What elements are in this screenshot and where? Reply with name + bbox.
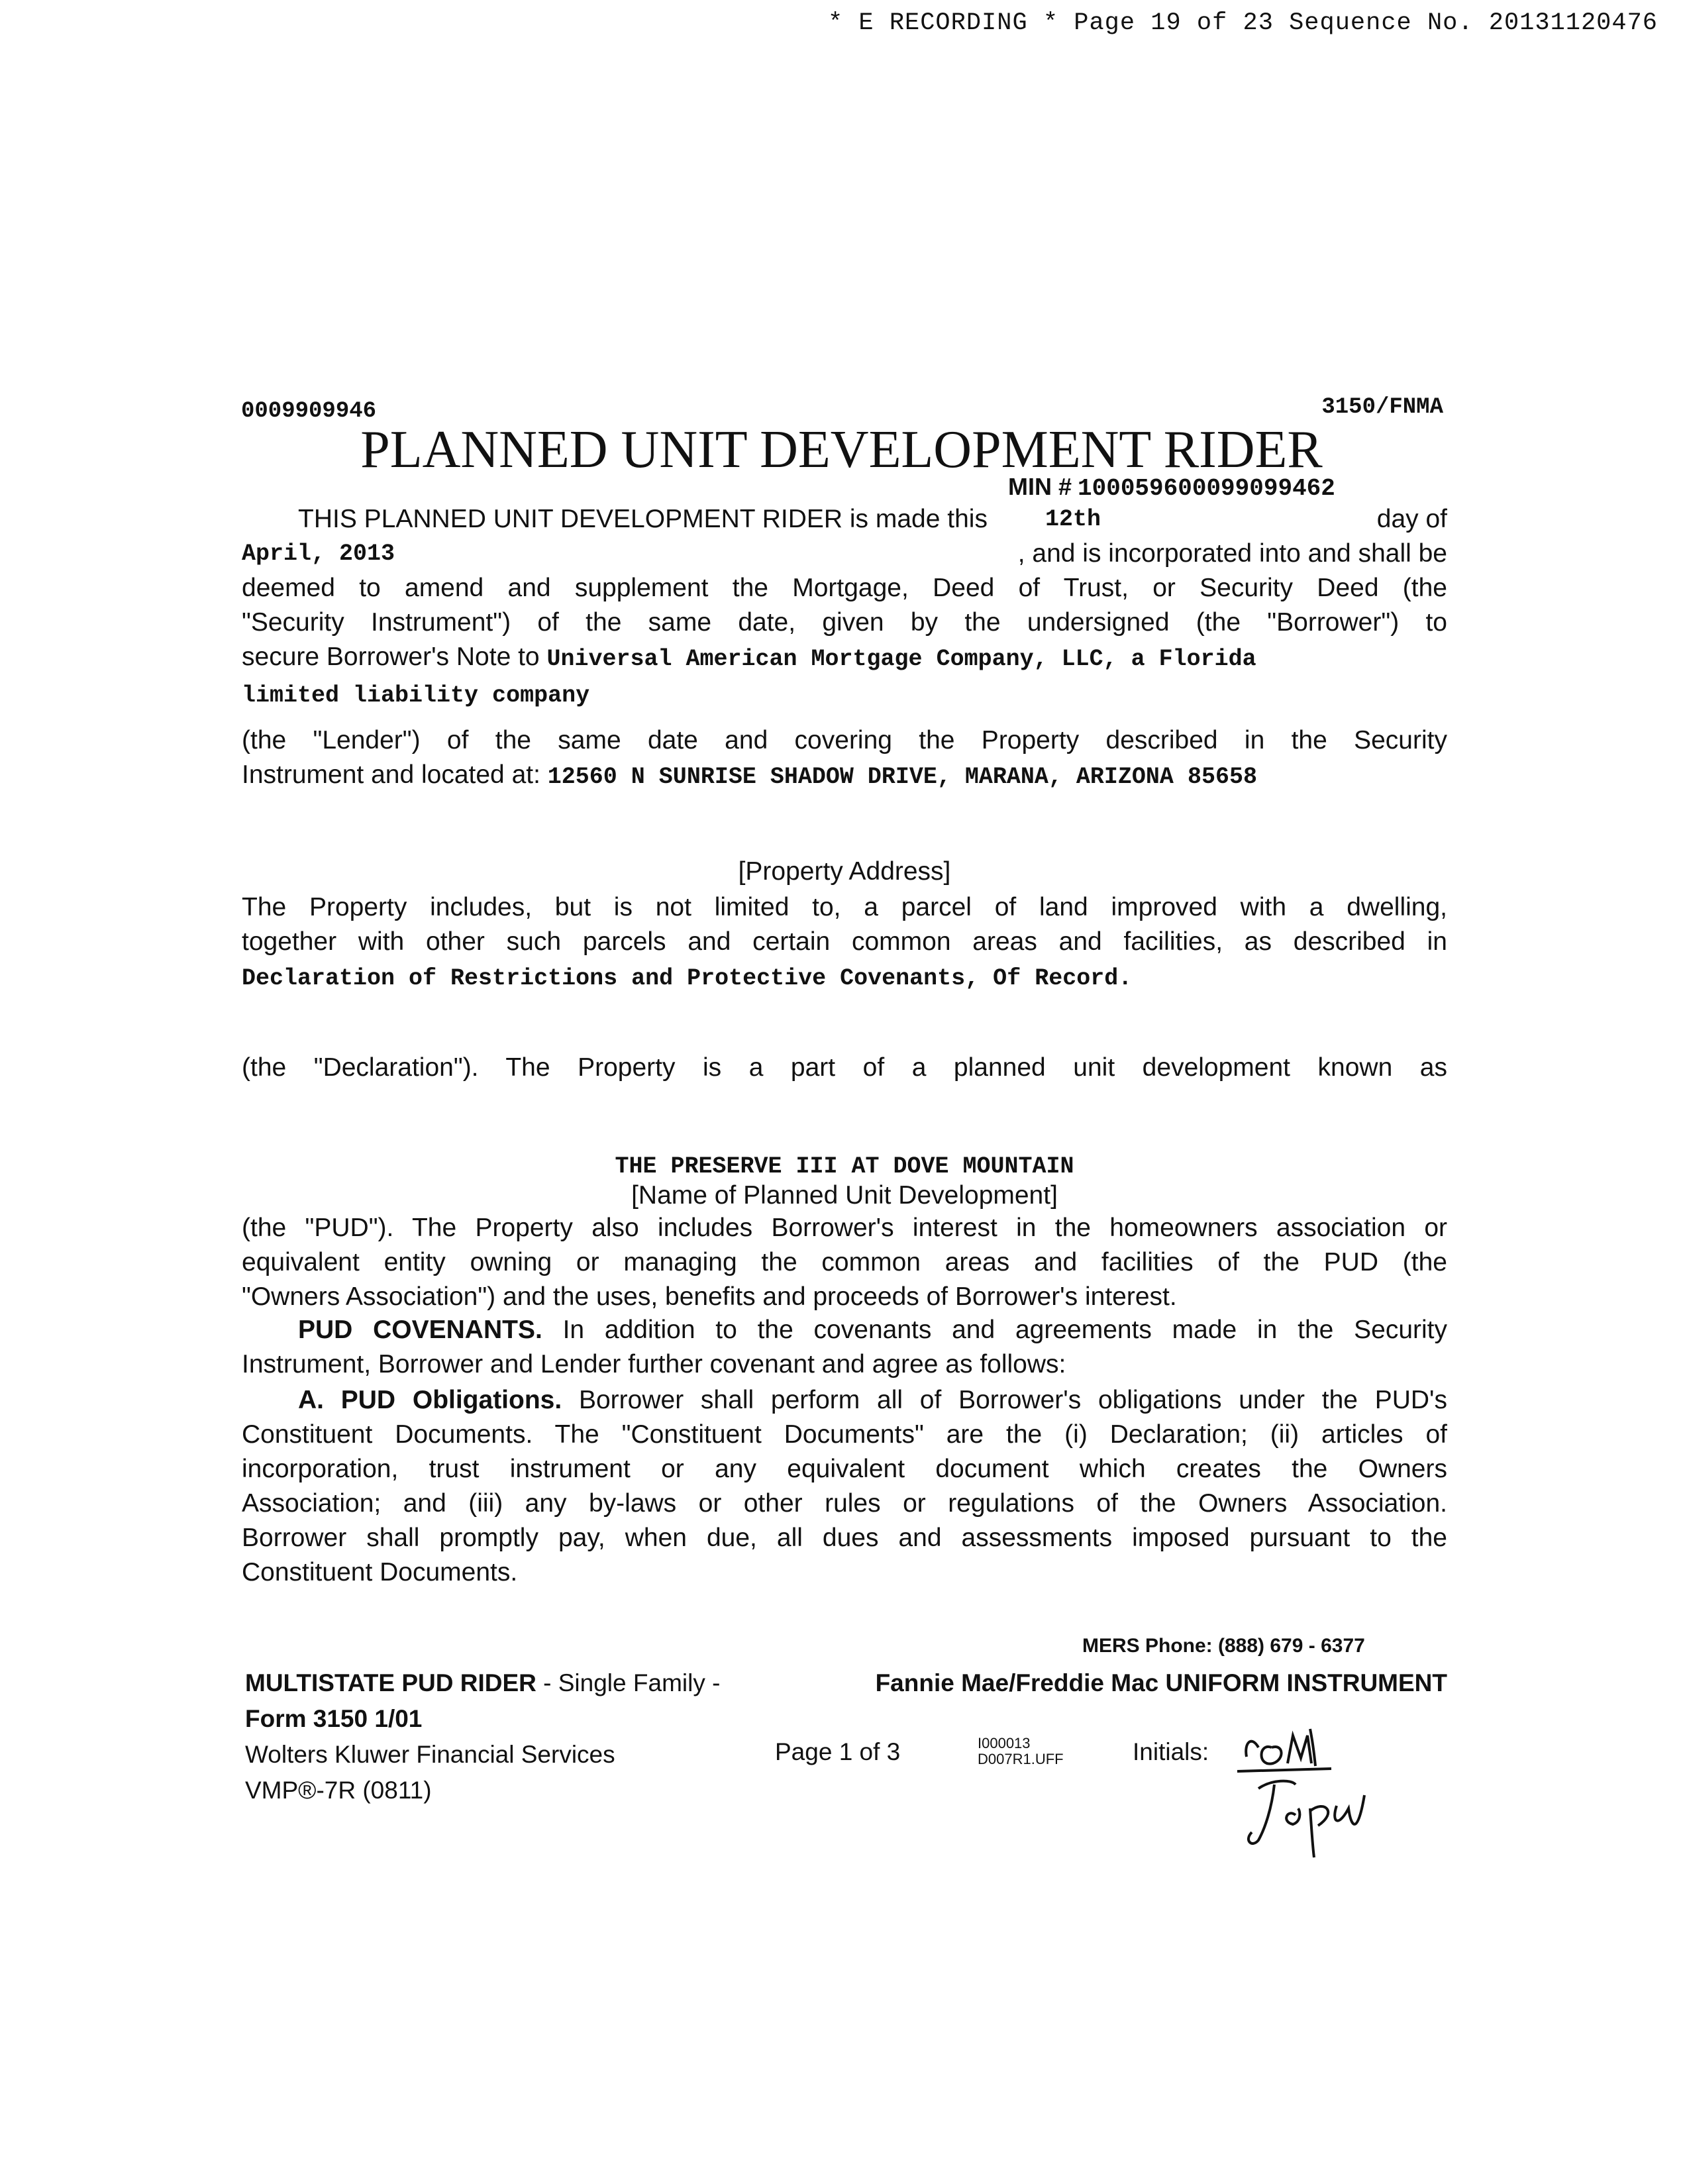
section-a-line1-rest: Borrower shall perform all of Borrower's obligations under the PUD's [578,1386,1447,1414]
intro-line4: "Security Instrument") of the same date, given by the undersigned (the "Borrower") to [242,608,1447,637]
multistate-title: MULTISTATE PUD RIDER [245,1669,536,1696]
intro-date: April, 2013 [242,541,395,567]
min-label: MIN # [1008,473,1072,500]
declaration-line1: (the "Declaration"). The Property is a part of a planned unit development known as [242,1053,1447,1082]
intro-line3: deemed to amend and supplement the Mortgage, Deed of Trust, or Security Deed (the [242,574,1447,602]
vmp-code: VMP®-7R (0811) [245,1777,432,1804]
mers-phone: MERS Phone: (888) 679 - 6377 [1082,1635,1365,1657]
declaration-name: Declaration of Restrictions and Protective Covenants, Of Record. [242,965,1133,992]
declaration-paragraph [242,1051,1447,1085]
section-a-line2: Constituent Documents. The "Constituent Documents" are the (i) Declaration; (ii) articles of [242,1420,1447,1449]
lender-line2-lead: Instrument and located at: [242,760,540,789]
lender-name-2: limited liability company [242,682,590,709]
form-code-1: I000013 [978,1735,1031,1751]
pud-line2: equivalent entity owning or managing the common areas and facilities of the PUD (the [242,1248,1447,1276]
loan-number: 0009909946 [241,399,377,424]
multistate-mid: - Single Family - [543,1669,721,1696]
publisher: Wolters Kluwer Financial Services [245,1741,615,1768]
intro-day-of: day of [1376,505,1447,533]
form-number: Form 3150 1/01 [245,1705,423,1732]
property-address-caption: [Property Address] [738,857,951,886]
min-value: 100059600099099462 [1078,475,1335,502]
property-line2: together with other such parcels and certain common areas and facilities, as described in [242,927,1447,956]
multistate-right: Fannie Mae/Freddie Mac UNIFORM INSTRUMENT [875,1669,1447,1696]
pud-line3: "Owners Association") and the uses, benefits and proceeds of Borrower's interest. [242,1282,1177,1311]
recording-stamp: * E RECORDING * Page 19 of 23 Sequence No. 20131120476 [828,9,1658,37]
lender-paragraph [242,723,1447,794]
covenants-paragraph [242,1313,1447,1382]
covenants-heading: PUD COVENANTS. [298,1316,542,1344]
document-title: PLANNED UNIT DEVELOPMENT RIDER [360,421,1323,479]
page-number: Page 1 of 3 [775,1738,901,1765]
covenants-line1-rest: In addition to the covenants and agreements made in the Security [562,1316,1448,1344]
section-a-line4: Association; and (iii) any by-laws or other rules or regulations of the Owners Association. [242,1489,1447,1518]
intro-lead: THIS PLANNED UNIT DEVELOPMENT RIDER is made this [298,505,988,533]
multistate-line [245,1669,1447,1697]
initials-label: Initials: [1133,1738,1209,1765]
section-a-line5: Borrower shall promptly pay, when due, all dues and assessments imposed pursuant to the [242,1524,1447,1552]
section-a-line6: Constituent Documents. [242,1558,518,1586]
section-a-heading: A. PUD Obligations. [298,1386,562,1414]
lender-line1: (the "Lender") of the same date and covering the Property described in the Security [242,726,1447,754]
pud-paragraph [242,1211,1447,1314]
intro-line2-rest: , and is incorporated into and shall be [1017,539,1447,568]
pud-name-caption: [Name of Planned Unit Development] [631,1181,1058,1210]
intro-paragraph [242,502,1447,713]
intro-day: 12th [1045,506,1101,533]
property-line1: The Property includes, but is not limited to, a parcel of land improved with a dwelling, [242,893,1447,921]
section-a-line3: incorporation, trust instrument or any equivalent document which creates the Owners [242,1455,1447,1483]
property-address: 12560 N SUNRISE SHADOW DRIVE, MARANA, ARIZONA 85658 [547,764,1257,790]
property-paragraph [242,890,1447,996]
intro-line5-lead: secure Borrower's Note to [242,643,540,671]
min-number [1008,473,1335,502]
form-code: 3150/FNMA [1321,395,1443,420]
pud-name: THE PRESERVE III AT DOVE MOUNTAIN [615,1153,1074,1180]
handwritten-initials [1232,1716,1384,1868]
form-code-2: D007R1.UFF [978,1751,1064,1767]
pud-line1: (the "PUD"). The Property also includes Borrower's interest in the homeowners association or [242,1214,1447,1242]
section-a-paragraph [242,1383,1447,1590]
form-codes [978,1736,1064,1767]
pud-name-block [242,1147,1447,1213]
lender-name-1: Universal American Mortgage Company, LLC, a Florida [546,646,1256,672]
covenants-line2: Instrument, Borrower and Lender further covenant and agree as follows: [242,1350,1066,1378]
